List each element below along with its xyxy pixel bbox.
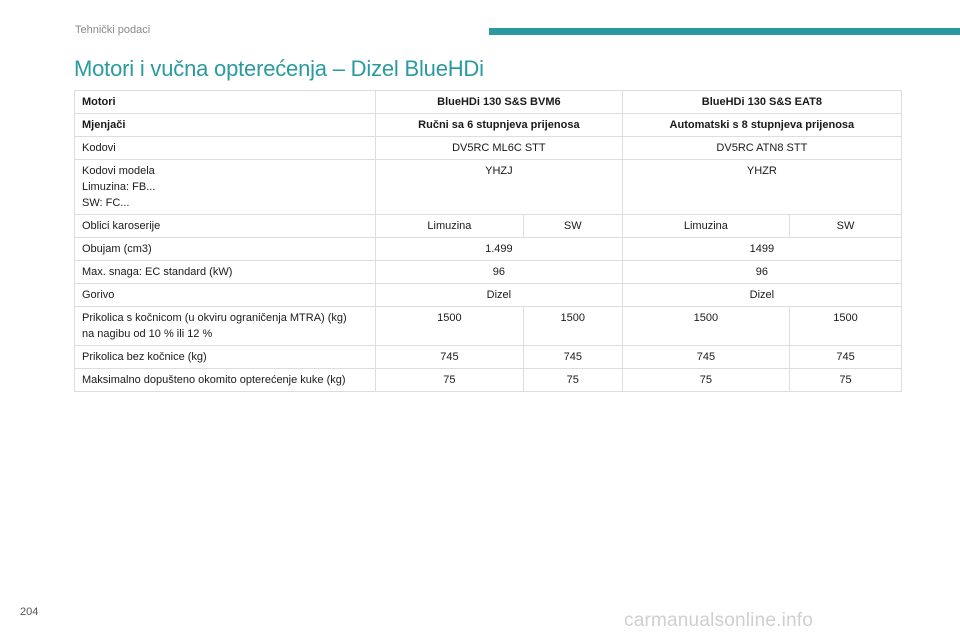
cell-value: Limuzina: [622, 215, 789, 238]
cell-value: 1500: [622, 307, 789, 346]
section-label: Tehnički podaci: [75, 24, 151, 36]
cell-eat8: BlueHDi 130 S&S EAT8: [622, 91, 901, 114]
row-label: Gorivo: [75, 284, 376, 307]
cell-bvm6: 1.499: [376, 238, 623, 261]
table-row-kodovi: [75, 137, 902, 160]
row-label: Obujam (cm3): [75, 238, 376, 261]
row-label: Mjenjači: [75, 114, 376, 137]
cell-value: 75: [523, 369, 622, 392]
cell-eat8: Automatski s 8 stupnjeva prijenosa: [622, 114, 901, 137]
cell-eat8: 1499: [622, 238, 901, 261]
cell-bvm6: YHZJ: [376, 160, 623, 215]
row-label: Max. snaga: EC standard (kW): [75, 261, 376, 284]
row-label: Kodovi: [75, 137, 376, 160]
cell-value: 75: [622, 369, 789, 392]
row-label: Maksimalno dopušteno okomito opterećenje kuke (kg): [75, 369, 376, 392]
cell-eat8: DV5RC ATN8 STT: [622, 137, 901, 160]
cell-bvm6: 96: [376, 261, 623, 284]
engine-spec-table: [74, 90, 902, 392]
row-label-line: Limuzina: FB...: [82, 181, 156, 193]
cell-value: 1500: [523, 307, 622, 346]
cell-value: Limuzina: [376, 215, 524, 238]
header-accent-bar: [489, 28, 960, 35]
page-title: Motori i vučna opterećenja – Dizel BlueHDi: [74, 56, 484, 81]
watermark: carmanualsonline.info: [624, 610, 814, 631]
cell-value: 745: [622, 346, 789, 369]
table-row-prikolica-kocnica: [75, 307, 902, 346]
cell-value: SW: [523, 215, 622, 238]
row-label-line: SW: FC...: [82, 197, 130, 209]
cell-bvm6: DV5RC ML6C STT: [376, 137, 623, 160]
row-label: Prikolica bez kočnice (kg): [75, 346, 376, 369]
row-label: [75, 307, 376, 346]
cell-value: 75: [790, 369, 902, 392]
table-row-gorivo: [75, 284, 902, 307]
table-row-oblici: [75, 215, 902, 238]
table-row-kodovi-modela: [75, 160, 902, 215]
row-label-line: na nagibu od 10 % ili 12 %: [82, 328, 213, 340]
table-row-kuka: [75, 369, 902, 392]
cell-value: 75: [376, 369, 524, 392]
cell-value: 1500: [790, 307, 902, 346]
row-label: [75, 160, 376, 215]
cell-value: 745: [523, 346, 622, 369]
cell-eat8: YHZR: [622, 160, 901, 215]
table-row-prikolica-bez: [75, 346, 902, 369]
table-row-snaga: [75, 261, 902, 284]
cell-eat8: Dizel: [622, 284, 901, 307]
cell-bvm6: BlueHDi 130 S&S BVM6: [376, 91, 623, 114]
cell-value: SW: [790, 215, 902, 238]
cell-value: 745: [376, 346, 524, 369]
cell-value: 745: [790, 346, 902, 369]
cell-eat8: 96: [622, 261, 901, 284]
cell-bvm6: Dizel: [376, 284, 623, 307]
table-row-obujam: [75, 238, 902, 261]
page-number: 204: [20, 606, 39, 618]
row-label-line: Kodovi modela: [82, 165, 155, 177]
row-label: Oblici karoserije: [75, 215, 376, 238]
row-label: Motori: [75, 91, 376, 114]
cell-bvm6: Ručni sa 6 stupnjeva prijenosa: [376, 114, 623, 137]
table-row-mjenjaci: [75, 114, 902, 137]
row-label-line: Prikolica s kočnicom (u okviru ograničenja MTRA) (kg): [82, 312, 347, 324]
cell-value: 1500: [376, 307, 524, 346]
table-row-motori: [75, 91, 902, 114]
